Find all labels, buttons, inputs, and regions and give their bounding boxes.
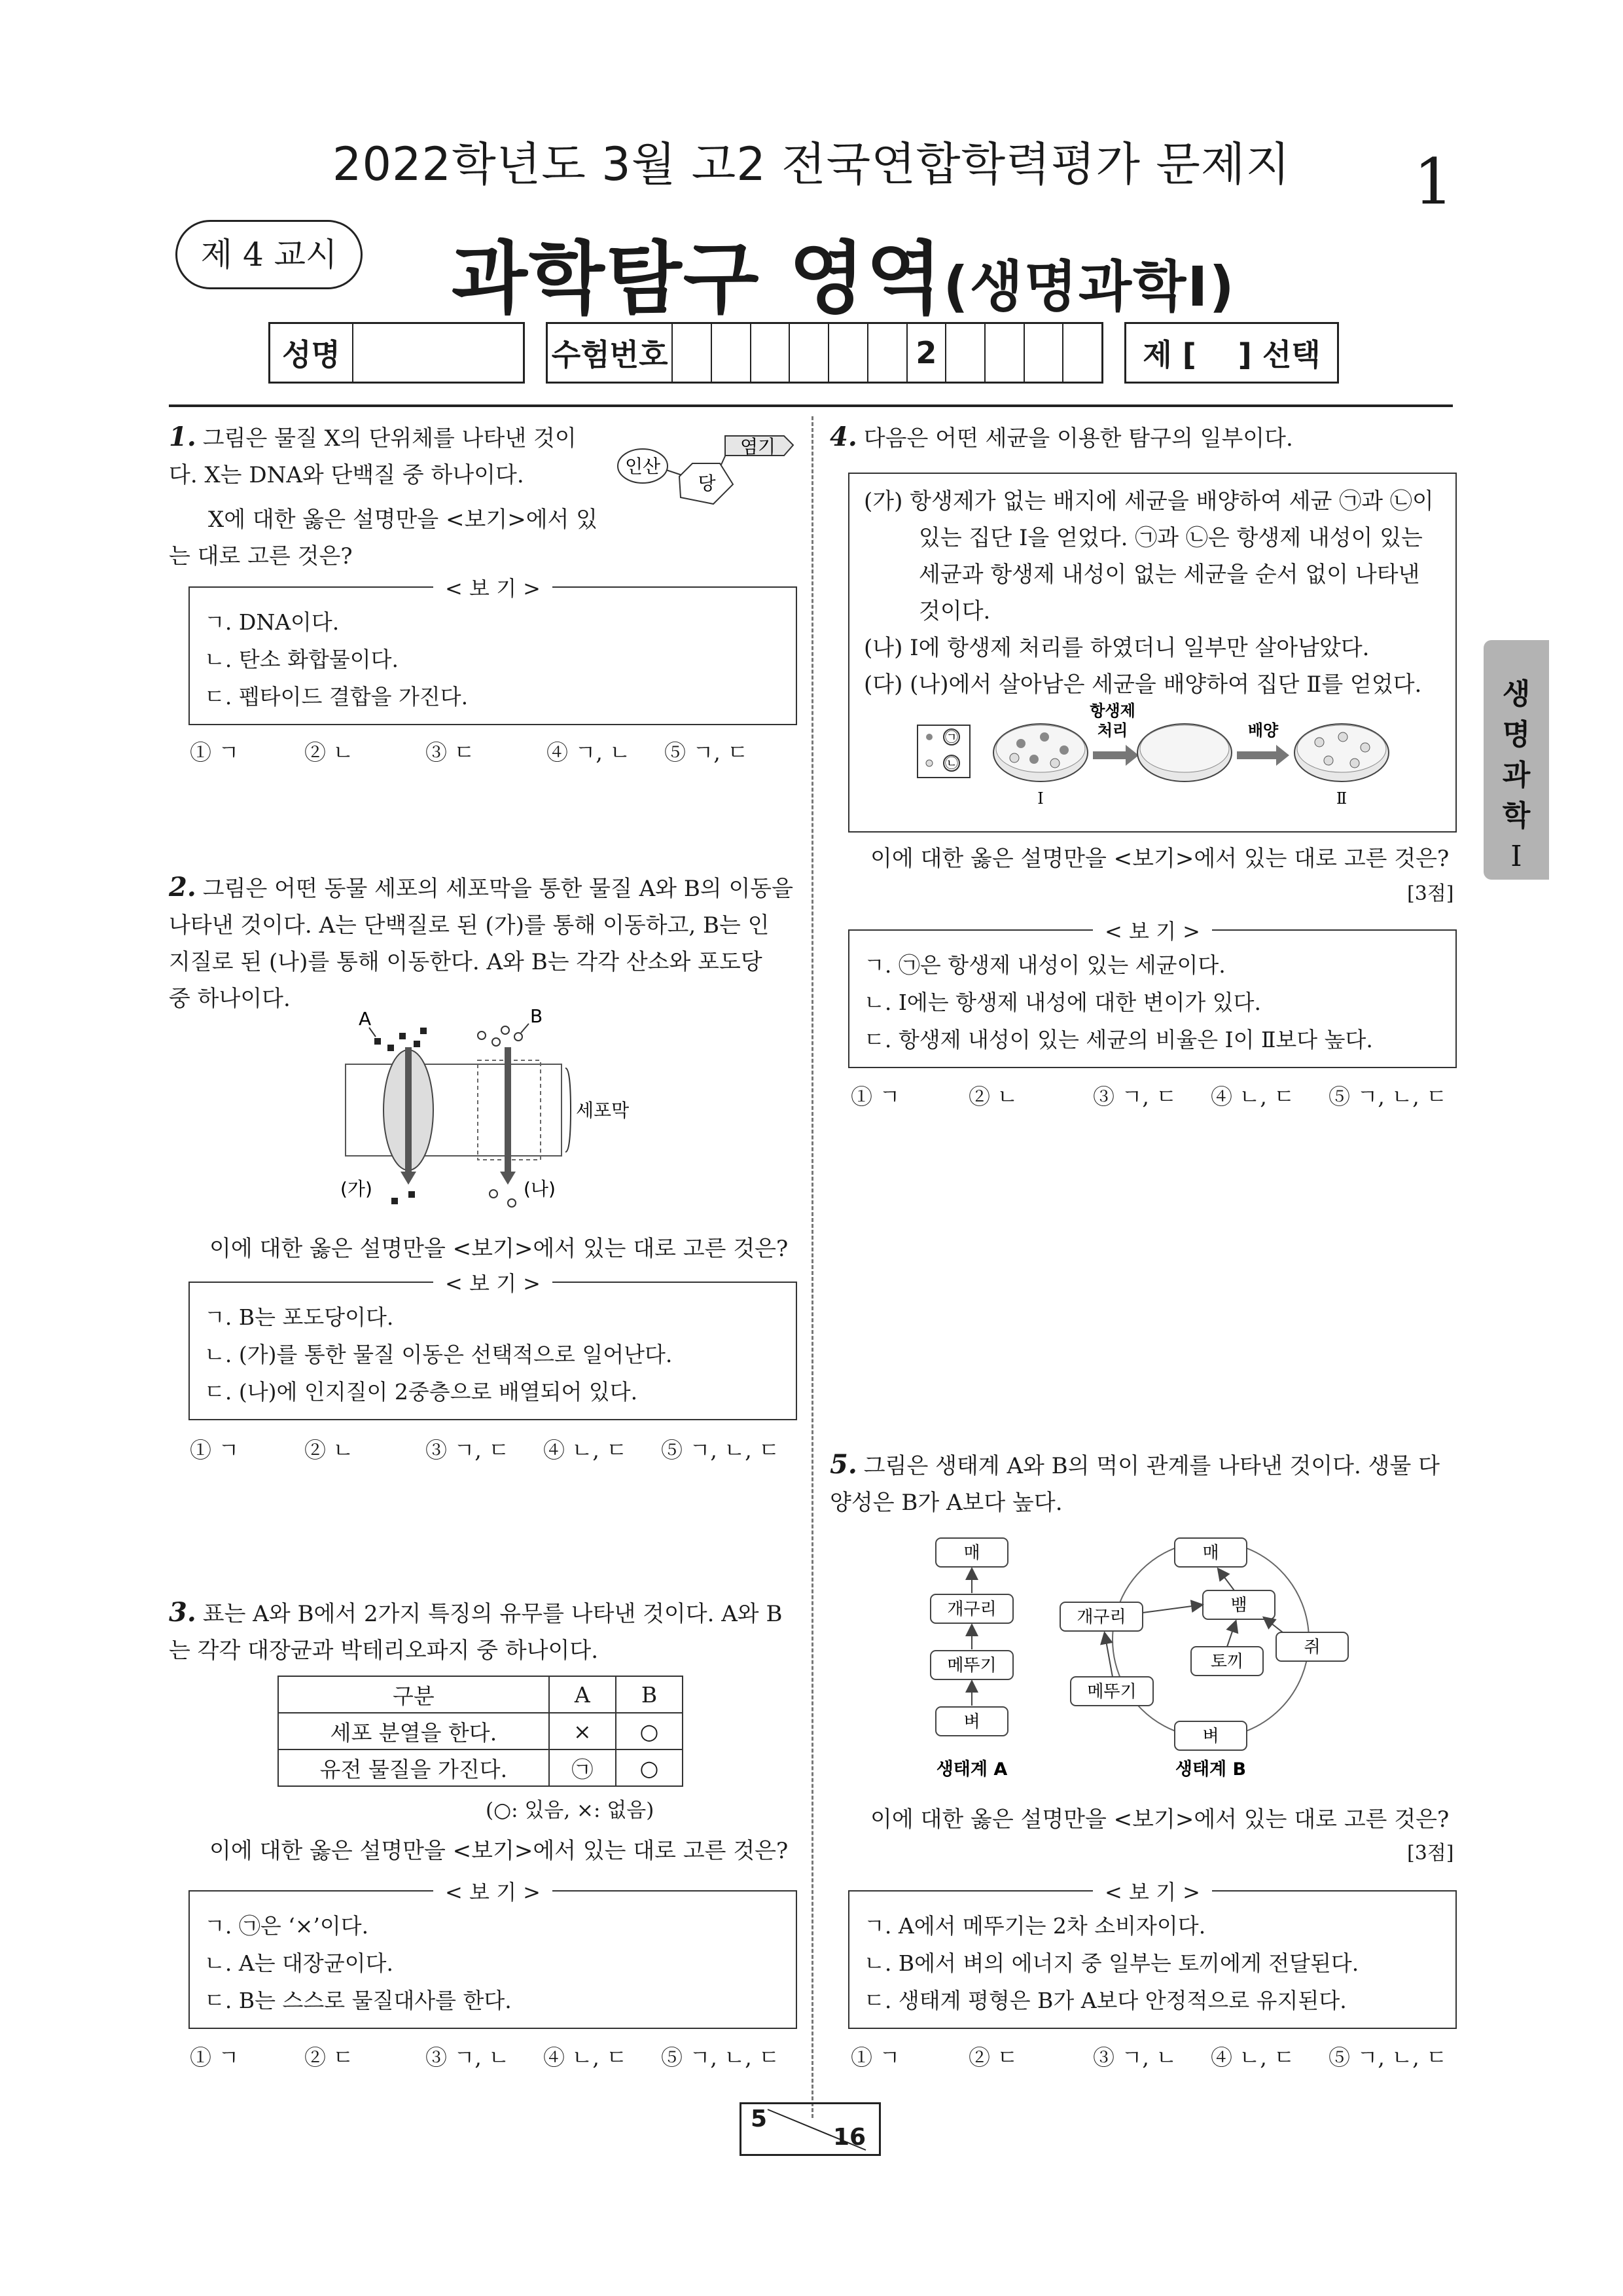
q1-nucleotide-figure bbox=[609, 425, 805, 524]
q5-foodweb-figure bbox=[916, 1525, 1374, 1813]
q4-choice-5[interactable]: ⑤ ㄱ, ㄴ, ㄷ bbox=[1329, 1084, 1448, 1109]
q3-item-3: ㄷ. B는 스스로 물질대사를 한다. bbox=[204, 1988, 512, 2013]
label-ecosystem-a: 생태계 A bbox=[936, 1759, 1008, 1780]
b-rabbit: 토끼 bbox=[1210, 1652, 1244, 1672]
b-grasshopper: 메뚜기 bbox=[1087, 1682, 1137, 1702]
q4-choice-2[interactable]: ② ㄴ bbox=[969, 1084, 1018, 1109]
a-frog: 개구리 bbox=[947, 1600, 997, 1619]
q2-choice-5[interactable]: ⑤ ㄱ, ㄴ, ㄷ bbox=[661, 1437, 780, 1463]
q4-text1: 다음은 어떤 세균을 이용한 탐구의 일부이다. bbox=[863, 425, 1293, 452]
q3-item-1: ㄱ. ㉠은 ‘×’이다. bbox=[204, 1913, 369, 1939]
total-pages: 16 bbox=[833, 2124, 866, 2151]
table-row bbox=[278, 1749, 683, 1786]
q4-treat-label-2: 처리 bbox=[1097, 721, 1128, 740]
name-field bbox=[268, 322, 525, 384]
q4-legend-box bbox=[918, 725, 970, 778]
name-label: 성명 bbox=[270, 324, 353, 382]
q2-item-2: ㄴ. (가)를 통한 물질 이동은 선택적으로 일어난다. bbox=[204, 1342, 673, 1367]
base-label: 염기 bbox=[740, 436, 776, 457]
q1-item-1: ㄱ. DNA이다. bbox=[204, 609, 340, 635]
label-ecosystem-b: 생태계 B bbox=[1175, 1759, 1247, 1780]
q5-choice-2[interactable]: ② ㄷ bbox=[969, 2045, 1018, 2070]
phosphate-label: 인산 bbox=[624, 456, 661, 477]
q2-text1: 그림은 어떤 동물 세포의 세포막을 통한 물질 A와 B의 이동을 bbox=[202, 876, 793, 902]
q3-cell: × bbox=[549, 1713, 616, 1749]
q4-step-na: (나) Ⅰ에 항생제 처리를 하였더니 일부만 살아남았다. bbox=[864, 635, 1370, 661]
q3-th-1: 구분 bbox=[278, 1676, 549, 1713]
q1-choice-2[interactable]: ② ㄴ bbox=[304, 740, 354, 765]
q3-question: 이에 대한 옳은 설명만을 <보기>에서 있는 대로 고른 것은? bbox=[209, 1838, 789, 1864]
q1-text3: X에 대한 옳은 설명만을 <보기>에서 있 bbox=[208, 507, 598, 533]
q5-choice-5[interactable]: ⑤ ㄱ, ㄴ, ㄷ bbox=[1329, 2045, 1448, 2070]
b-mouse: 쥐 bbox=[1304, 1638, 1321, 1657]
table-row bbox=[278, 1713, 683, 1749]
q1-choice-3[interactable]: ③ ㄷ bbox=[425, 740, 475, 765]
subject-title bbox=[452, 216, 1236, 329]
q4-step-ga-1: (가) 항생제가 없는 배지에 세균을 배양하여 세균 ㉠과 ㉡이 bbox=[864, 488, 1434, 514]
subject-main: 과학탐구 영역 bbox=[452, 234, 944, 325]
q5-choices bbox=[851, 2041, 1447, 2072]
q4-number: 4. bbox=[830, 422, 857, 452]
q2-bogi-box bbox=[188, 1271, 797, 1420]
q5-text2: 양성은 B가 A보다 높다. bbox=[830, 1490, 1063, 1516]
exam-number-digit: 2 bbox=[908, 324, 947, 382]
q5-item-1: ㄱ. A에서 메뚜기는 2차 소비자이다. bbox=[864, 1913, 1206, 1939]
q5-choice-4[interactable]: ④ ㄴ, ㄷ bbox=[1211, 2045, 1295, 2070]
q3-bogi-box bbox=[188, 1880, 797, 2029]
q4-item-1: ㄱ. ㉠은 항생제 내성이 있는 세균이다. bbox=[864, 952, 1226, 978]
q5-bogi-label: < 보 기 > bbox=[1093, 1880, 1212, 1905]
q1-number: 1. bbox=[169, 422, 196, 452]
q2-text4: 중 하나이다. bbox=[169, 986, 291, 1012]
q5-item-2: ㄴ. B에서 벼의 에너지 중 일부는 토끼에게 전달된다. bbox=[864, 1950, 1359, 1976]
q1-item-3: ㄷ. 펩타이드 결합을 가진다. bbox=[204, 684, 469, 709]
q5-text1: 그림은 생태계 A와 B의 먹이 관계를 나타낸 것이다. 생물 다 bbox=[863, 1453, 1440, 1479]
q1-text4: 는 대로 고른 것은? bbox=[169, 543, 353, 569]
q4-treat-label-1: 항생제 bbox=[1090, 702, 1135, 720]
q2-stem bbox=[169, 869, 797, 1017]
q4-key-2: ㉡ bbox=[945, 755, 958, 771]
arrow-culture bbox=[1237, 745, 1289, 766]
q4-bogi-box bbox=[848, 919, 1457, 1068]
choice-label: 제 [ ] 선택 bbox=[1143, 337, 1321, 372]
label-membrane: 세포막 bbox=[576, 1100, 630, 1121]
label-a: A bbox=[359, 1008, 372, 1030]
q5-stem bbox=[830, 1446, 1458, 1521]
q2-choice-2[interactable]: ② ㄴ bbox=[304, 1437, 354, 1463]
ecosystem-b bbox=[1060, 1538, 1348, 1780]
q3-cell: 유전 물질을 가진다. bbox=[278, 1749, 549, 1786]
q4-item-2: ㄴ. Ⅰ에는 항생제 내성에 대한 변이가 있다. bbox=[864, 990, 1262, 1015]
q3-choice-1[interactable]: ① ㄱ bbox=[190, 2045, 240, 2070]
q4-choice-3[interactable]: ③ ㄱ, ㄷ bbox=[1093, 1084, 1177, 1109]
q5-question: 이에 대한 옳은 설명만을 <보기>에서 있는 대로 고른 것은? bbox=[870, 1806, 1450, 1833]
subject-sub: (생명과학Ⅰ) bbox=[943, 255, 1236, 319]
q1-choice-4[interactable]: ④ ㄱ, ㄴ bbox=[546, 740, 631, 765]
b-frog: 개구리 bbox=[1077, 1607, 1126, 1627]
q3-cell: ○ bbox=[616, 1749, 683, 1786]
q2-question: 이에 대한 옳은 설명만을 <보기>에서 있는 대로 고른 것은? bbox=[209, 1236, 789, 1262]
q4-step-ga-2: 있는 집단 Ⅰ을 얻었다. ㉠과 ㉡은 항생제 내성이 있는 bbox=[919, 525, 1423, 551]
exam-number-label: 수험번호 bbox=[548, 324, 673, 382]
q1-bogi-box bbox=[188, 576, 797, 725]
period-badge: 제 4 교시 bbox=[175, 220, 363, 289]
q3-text1: 표는 A와 B에서 2가지 특징의 유무를 나타낸 것이다. A와 B bbox=[202, 1601, 783, 1627]
q1-item-2: ㄴ. 탄소 화합물이다. bbox=[204, 647, 399, 672]
q2-choice-3[interactable]: ③ ㄱ, ㄷ bbox=[425, 1437, 510, 1463]
q2-text3: 지질로 된 (나)를 통해 이동한다. A와 B는 각각 산소와 포도당 bbox=[169, 949, 762, 975]
b-snake: 뱀 bbox=[1230, 1596, 1247, 1615]
q2-bogi-label: < 보 기 > bbox=[433, 1271, 552, 1296]
q4-bogi-label: < 보 기 > bbox=[1093, 919, 1212, 944]
label-na: (나) bbox=[524, 1178, 556, 1200]
q4-pop-1: Ⅰ bbox=[1037, 789, 1044, 808]
a-rice: 벼 bbox=[963, 1712, 980, 1732]
q4-choice-1[interactable]: ① ㄱ bbox=[851, 1084, 901, 1109]
q3-number: 3. bbox=[169, 1597, 196, 1628]
q3-choices bbox=[190, 2041, 779, 2072]
side-tab-text: 생 명 과 학 Ⅰ bbox=[1502, 677, 1531, 873]
q3-item-2: ㄴ. A는 대장균이다. bbox=[204, 1950, 393, 1976]
q3-choice-2[interactable]: ② ㄷ bbox=[304, 2045, 354, 2070]
q1-text2: 다. X는 DNA와 단백질 중 하나이다. bbox=[169, 462, 524, 488]
q3-th-3: B bbox=[616, 1676, 683, 1713]
q3-bogi-label: < 보 기 > bbox=[433, 1880, 552, 1905]
q5-bogi-box bbox=[848, 1880, 1457, 2029]
q4-culture-label: 배양 bbox=[1247, 721, 1279, 740]
q2-text2: 나타낸 것이다. A는 단백질로 된 (가)를 통해 이동하고, B는 인 bbox=[169, 912, 770, 939]
q3-stem bbox=[169, 1594, 797, 1669]
exam-title: 2022학년도 3월 고2 전국연합학력평가 문제지 bbox=[332, 137, 1291, 191]
q5-choice-3[interactable]: ③ ㄱ, ㄴ bbox=[1093, 2045, 1177, 2070]
q3-cell: 세포 분열을 한다. bbox=[278, 1713, 549, 1749]
q1-bogi-label: < 보 기 > bbox=[433, 576, 552, 601]
q3-table bbox=[277, 1676, 683, 1787]
choice-field bbox=[1124, 322, 1339, 384]
q5-points: [3점] bbox=[1407, 1842, 1454, 1865]
label-ga: (가) bbox=[340, 1178, 372, 1200]
q2-item-1: ㄱ. B는 포도당이다. bbox=[204, 1304, 394, 1330]
q4-key-1: ㉠ bbox=[945, 729, 958, 745]
q3-choice-5[interactable]: ⑤ ㄱ, ㄴ, ㄷ bbox=[661, 2045, 780, 2070]
q4-step-ga-3: 세균과 항생제 내성이 없는 세균을 순서 없이 나타낸 bbox=[919, 562, 1420, 588]
q1-stem bbox=[169, 419, 640, 575]
a-hawk: 매 bbox=[963, 1543, 980, 1563]
q3-th-2: A bbox=[549, 1676, 616, 1713]
q3-choice-4[interactable]: ④ ㄴ, ㄷ bbox=[543, 2045, 628, 2070]
b-rice: 벼 bbox=[1202, 1727, 1219, 1746]
q3-choice-3[interactable]: ③ ㄱ, ㄴ bbox=[425, 2045, 510, 2070]
q4-item-3: ㄷ. 항생제 내성이 있는 세균의 비율은 Ⅰ이 Ⅱ보다 높다. bbox=[864, 1027, 1373, 1052]
q4-choices bbox=[851, 1080, 1447, 1111]
q2-choice-1[interactable]: ① ㄱ bbox=[190, 1437, 240, 1463]
q5-number: 5. bbox=[830, 1449, 857, 1480]
q3-table-legend: (○: 있음, ×: 없음) bbox=[486, 1799, 654, 1822]
page-number: 1 bbox=[1414, 145, 1454, 219]
q1-text1: 그림은 물질 X의 단위체를 나타낸 것이 bbox=[202, 425, 577, 452]
q2-number: 2. bbox=[169, 872, 196, 903]
q4-step-ga-4: 것이다. bbox=[919, 598, 991, 624]
q4-step-da: (다) (나)에서 살아남은 세균을 배양하여 집단 Ⅱ를 얻었다. bbox=[864, 672, 1422, 698]
q4-pop-2: Ⅱ bbox=[1336, 789, 1347, 808]
q2-item-3: ㄷ. (나)에 인지질이 2중층으로 배열되어 있다. bbox=[204, 1379, 638, 1405]
q5-item-3: ㄷ. 생태계 평형은 B가 A보다 안정적으로 유지된다. bbox=[864, 1988, 1347, 2013]
q4-question: 이에 대한 옳은 설명만을 <보기>에서 있는 대로 고른 것은? bbox=[870, 846, 1450, 872]
q3-cell: ㉠ bbox=[549, 1749, 616, 1786]
q2-choices bbox=[190, 1433, 779, 1464]
exam-number-field bbox=[546, 322, 1103, 384]
q4-choice-4[interactable]: ④ ㄴ, ㄷ bbox=[1211, 1084, 1295, 1109]
q4-culture-figure bbox=[910, 700, 1420, 812]
q2-membrane-figure bbox=[327, 1008, 641, 1217]
arrow-treat bbox=[1093, 745, 1139, 766]
a-grasshopper: 메뚜기 bbox=[947, 1656, 997, 1676]
q4-stem bbox=[830, 419, 1452, 457]
b-hawk: 매 bbox=[1202, 1543, 1219, 1563]
q5-choice-1[interactable]: ① ㄱ bbox=[851, 2045, 901, 2070]
q3-cell: ○ bbox=[616, 1713, 683, 1749]
column-divider bbox=[812, 416, 813, 2118]
page-counter bbox=[740, 2102, 881, 2156]
q1-choice-1[interactable]: ① ㄱ bbox=[190, 740, 240, 765]
q1-choice-5[interactable]: ⑤ ㄱ, ㄷ bbox=[664, 740, 749, 765]
ecosystem-a bbox=[931, 1538, 1013, 1780]
label-b: B bbox=[530, 1008, 543, 1027]
sugar-label: 당 bbox=[698, 473, 716, 494]
q2-choice-4[interactable]: ④ ㄴ, ㄷ bbox=[543, 1437, 628, 1463]
q4-points: [3점] bbox=[1407, 882, 1454, 905]
current-page: 5 bbox=[751, 2106, 768, 2132]
q1-choices bbox=[190, 736, 748, 766]
header-divider bbox=[169, 404, 1453, 407]
q3-text2: 는 각각 대장균과 박테리오파지 중 하나이다. bbox=[169, 1638, 599, 1664]
